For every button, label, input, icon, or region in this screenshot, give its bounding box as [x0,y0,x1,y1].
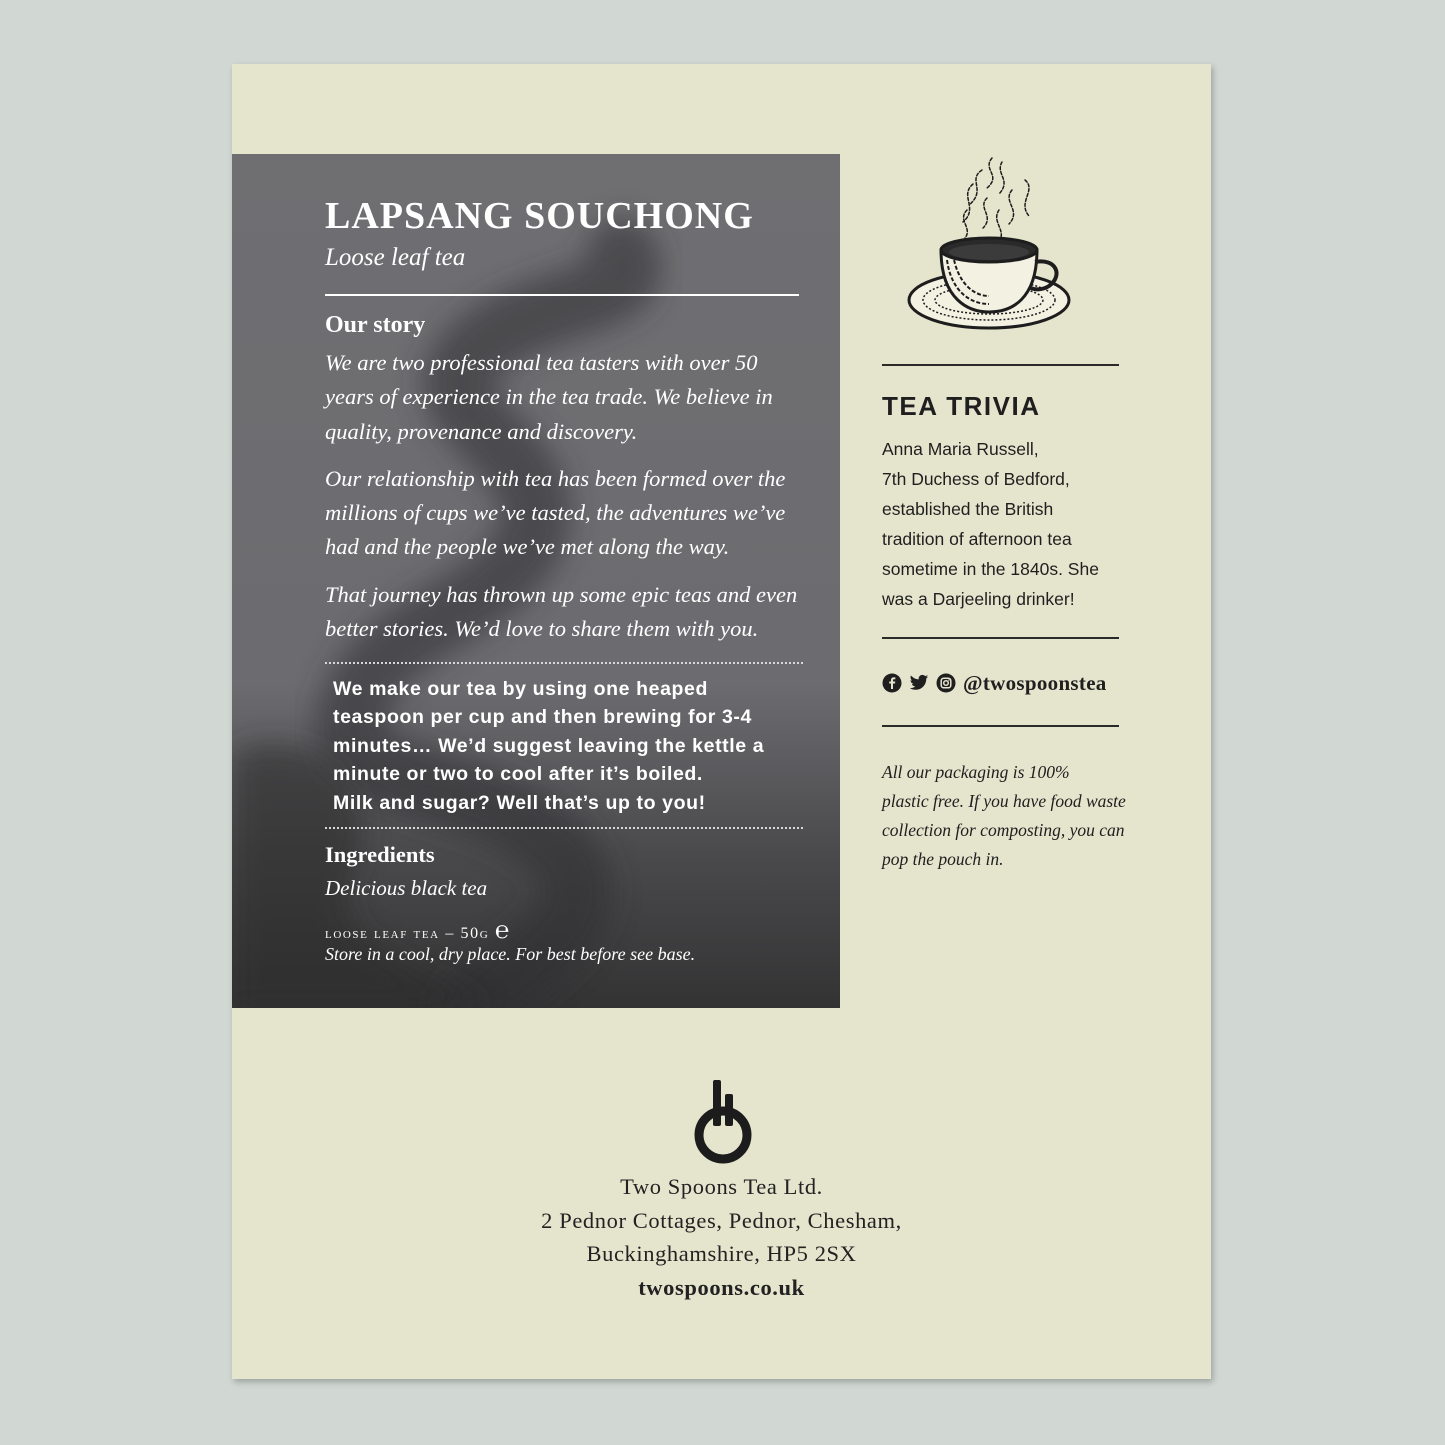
trivia-line: Anna Maria Russell, [882,439,1039,459]
trivia-line: tradition of afternoon tea [882,529,1072,549]
brewing-line: teaspoon per cup and then brewing for 3-4 [333,706,752,729]
story-heading: Our story [325,312,426,338]
teacup-icon [907,150,1087,340]
brewing-line: We make our tea by using one heaped [333,678,708,700]
net-weight-label: loose leaf tea – 50g [325,925,490,942]
website-link[interactable]: twospoons.co.uk [638,1274,805,1300]
social-links [882,668,1107,698]
trivia-line: 7th Duchess of Bedford, [882,469,1070,489]
social-handle[interactable]: @twospoonstea [963,670,1107,695]
brewing-instructions [333,675,813,817]
product-subtitle: Loose leaf tea [325,244,466,271]
packaging-line: plastic free. If you have food waste [882,791,1126,811]
trivia-line: sometime in the 1840s. She [882,559,1099,579]
dotted-divider [325,662,803,664]
company-address-line: Buckinghamshire, HP5 2SX [586,1241,857,1266]
two-spoons-logo [691,1080,755,1166]
brewing-line: minute or two to cool after it’s boiled. [333,763,703,786]
packaging-line: All our packaging is 100% [882,762,1070,782]
brewing-line: minutes… We’d suggest leaving the kettle a [333,734,765,757]
packaging-note [882,758,1152,874]
company-footer [232,1170,1211,1304]
facebook-icon[interactable] [882,673,902,693]
trivia-line: was a Darjeeling drinker! [882,589,1075,609]
estimated-sign-icon: ℮ [494,918,510,944]
dotted-divider [325,827,803,829]
story-paragraph: That journey has thrown up some epic teas and even better stories. We’d love to share them with you. [325,581,798,642]
company-address-line: 2 Pednor Cottages, Pednor, Chesham, [541,1207,902,1233]
story-paragraph: We are two professional tea tasters with over 50 years of experience in the tea trade. We believe in quality, provenance and discovery. [325,350,773,444]
product-title: LAPSANG SOUCHONG [325,195,754,237]
packaging-line: pop the pouch in. [882,849,1004,869]
trivia-line: established the British [882,499,1054,519]
instagram-icon[interactable] [936,673,956,693]
ingredients-heading: Ingredients [325,842,435,867]
twitter-icon[interactable] [909,673,929,693]
trivia-text [882,434,1152,614]
story-paragraph: Our relationship with tea has been formed over the millions of cups we’ve tasted, the adventures we’ve had and the people we’ve met along the way. [325,465,786,560]
company-name: Two Spoons Tea Ltd. [620,1174,823,1199]
tea-label-card [232,64,1211,1379]
storage-instructions: Store in a cool, dry place. For best before see base. [325,944,696,964]
sidebar-divider [882,725,1119,727]
brewing-line: Milk and sugar? Well that’s up to you! [333,791,706,814]
packaging-line: collection for composting, you can [882,820,1125,840]
trivia-heading: TEA TRIVIA [882,391,1041,421]
sidebar-divider [882,637,1119,639]
ingredients-text: Delicious black tea [325,876,488,900]
product-info-panel [232,154,840,1008]
story-text [325,346,801,659]
sidebar-divider [882,364,1119,366]
net-weight [325,918,509,945]
title-divider [325,294,799,296]
